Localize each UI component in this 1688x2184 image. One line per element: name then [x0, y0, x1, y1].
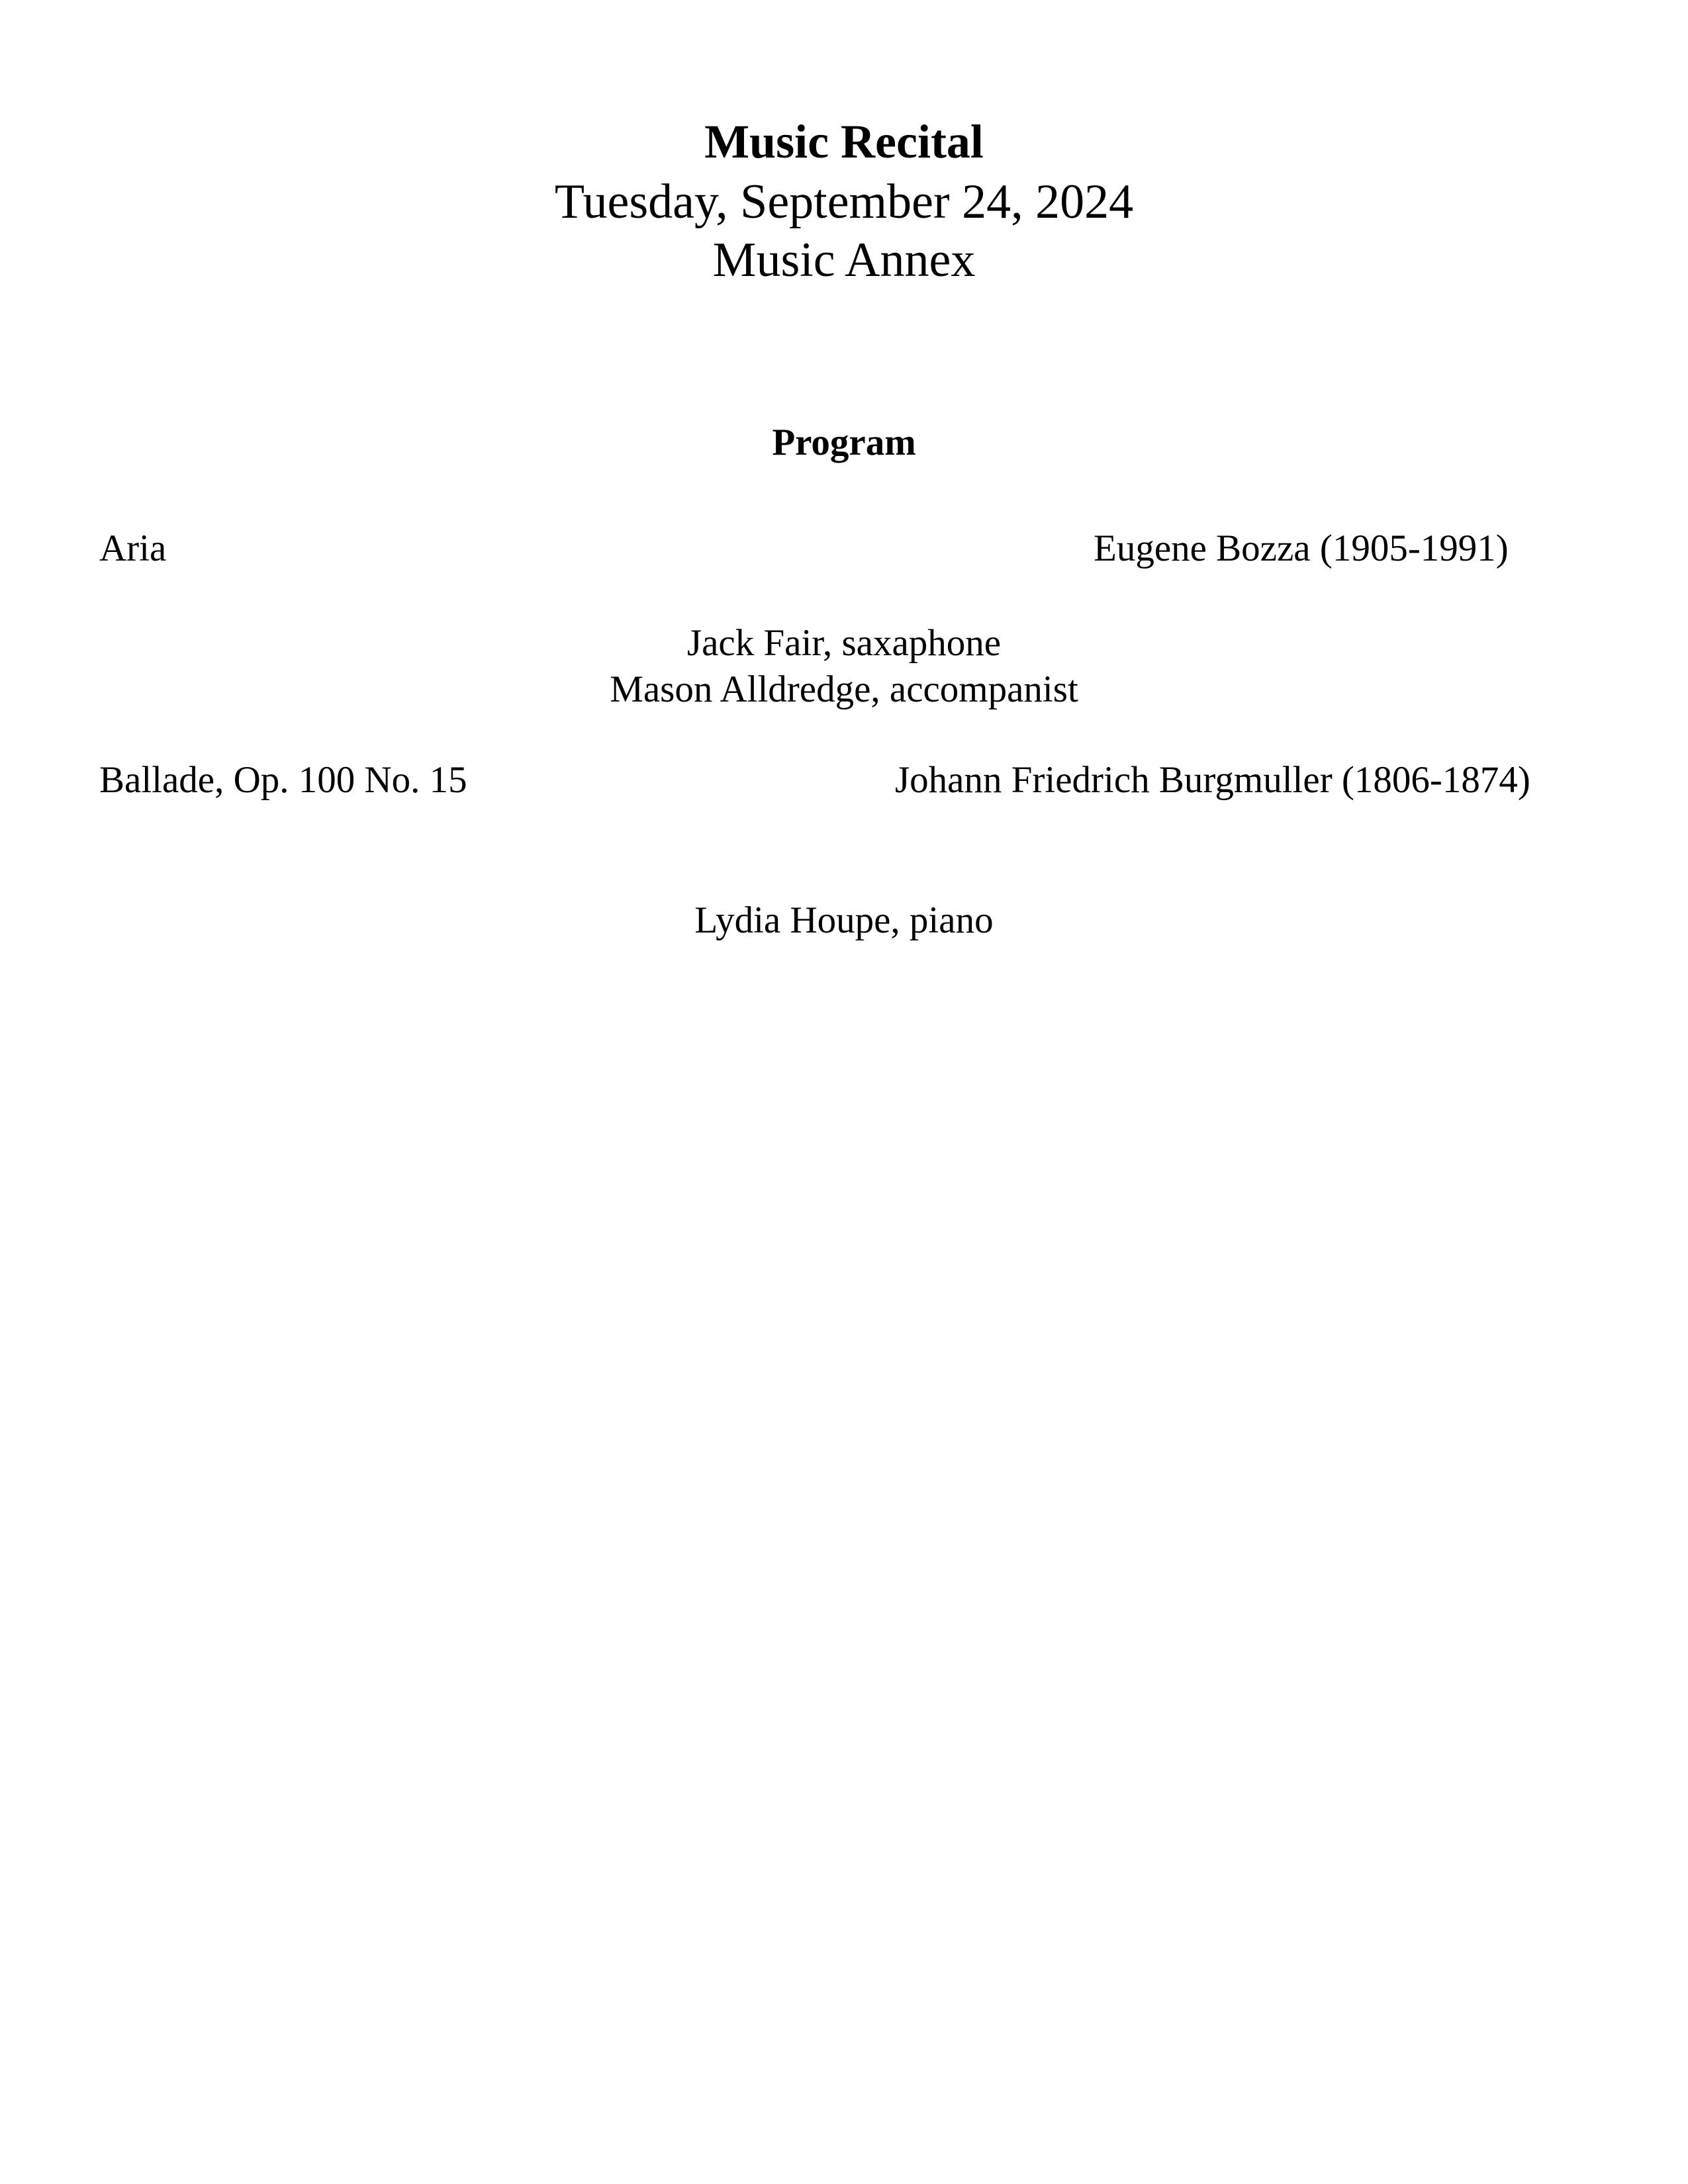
program-heading: Program: [772, 422, 916, 463]
recital-title: Music Recital: [704, 115, 984, 168]
piece-performer: Mason Alldredge, accompanist: [610, 668, 1078, 710]
piece-composer: Eugene Bozza (1905-1991): [1094, 527, 1509, 569]
recital-date: Tuesday, September 24, 2024: [554, 175, 1134, 229]
recital-venue: Music Annex: [712, 233, 976, 287]
piece-performer: Lydia Houpe, piano: [694, 899, 994, 941]
piece-title: Ballade, Op. 100 No. 15: [99, 759, 467, 801]
piece-performer: Jack Fair, saxaphone: [686, 622, 1002, 664]
piece-title: Aria: [99, 527, 167, 569]
piece-composer: Johann Friedrich Burgmuller (1806-1874): [895, 759, 1530, 801]
